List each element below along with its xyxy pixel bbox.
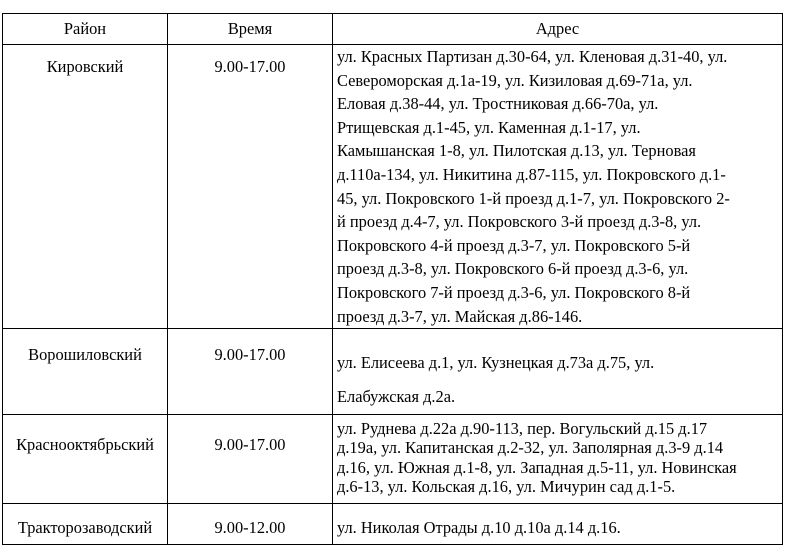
- time-value: 9.00-17.00: [214, 345, 286, 365]
- address-line: д.110а-134, ул. Никитина д.87-115, ул. Покровского д.1-: [337, 164, 726, 184]
- district-cell: [3, 45, 168, 329]
- district-cell: [3, 504, 168, 545]
- district-name: Тракторозаводский: [17, 518, 153, 538]
- address-line: Камышанская 1-8, ул. Пилотская д.13, ул. Терновая: [337, 141, 696, 161]
- table-row: [3, 45, 783, 329]
- header-address: Адрес: [333, 14, 783, 45]
- table-row: [3, 504, 783, 545]
- address-cell: [333, 415, 783, 504]
- address-cell: [333, 45, 783, 329]
- header-district: Район: [3, 14, 168, 45]
- address-line: д.6-13, ул. Кольская д.16, ул. Мичурин сад д.1-5.: [337, 476, 676, 496]
- district-cell: [3, 329, 168, 415]
- address-line: Елабужская д.2а.: [337, 387, 456, 407]
- address-line: ул. Николая Отрады д.10 д.10а д.14 д.16.: [337, 518, 621, 538]
- time-value: 9.00-12.00: [214, 518, 286, 538]
- address-line: Североморская д.1а-19, ул. Кизиловая д.69-71а, ул.: [337, 70, 693, 90]
- district-cell: [3, 415, 168, 504]
- time-cell: [168, 329, 333, 415]
- table-row: [3, 415, 783, 504]
- address-line: Ртищевская д.1-45, ул. Каменная д.1-17, ул.: [337, 117, 641, 137]
- address-line: д.16, ул. Южная д.1-8, ул. Западная д.5-11, ул. Новинская: [337, 457, 737, 477]
- address-line: Покровского 7-й проезд д.3-6, ул. Покровского 8-й: [337, 282, 691, 302]
- time-cell: [168, 504, 333, 545]
- schedule-table: [2, 13, 783, 545]
- district-name: Кировский: [46, 57, 124, 76]
- address-line: Покровского 4-й проезд д.3-7, ул. Покровского 5-й: [337, 235, 691, 255]
- address-line: ул. Елисеева д.1, ул. Кузнецкая д.73а д.75, ул.: [337, 353, 655, 373]
- address-line: 45, ул. Покровского 1-й проезд д.1-7, ул. Покровского 2-: [337, 188, 730, 208]
- address-cell: [333, 329, 783, 415]
- table-row: [3, 329, 783, 415]
- address-line: проезд д.3-8, ул. Покровского 6-й проезд д.3-6, ул.: [337, 259, 689, 279]
- header-time: Время: [168, 14, 333, 45]
- time-cell: [168, 415, 333, 504]
- time-cell: [168, 45, 333, 329]
- time-value: 9.00-17.00: [214, 435, 286, 455]
- district-name: Краснооктябрьский: [16, 435, 154, 455]
- time-value: 9.00-17.00: [214, 57, 286, 76]
- address-line: Еловая д.38-44, ул. Тростниковая д.66-70а, ул.: [337, 94, 659, 114]
- address-line: ул. Руднева д.22а д.90-113, пер. Вогульский д.15 д.17: [337, 419, 708, 439]
- address-line: д.19а, ул. Капитанская д.2-32, ул. Заполярная д.3-9 д.14: [337, 438, 724, 458]
- address-cell: [333, 504, 783, 545]
- address-line: ул. Красных Партизан д.30-64, ул. Кленовая д.31-40, ул.: [337, 47, 728, 66]
- address-line: й проезд д.4-7, ул. Покровского 3-й проезд д.3-8, ул.: [337, 212, 702, 232]
- district-name: Ворошиловский: [28, 345, 142, 365]
- table-header-row: [3, 14, 783, 45]
- address-line: проезд д.3-7, ул. Майская д.86-146.: [337, 306, 583, 326]
